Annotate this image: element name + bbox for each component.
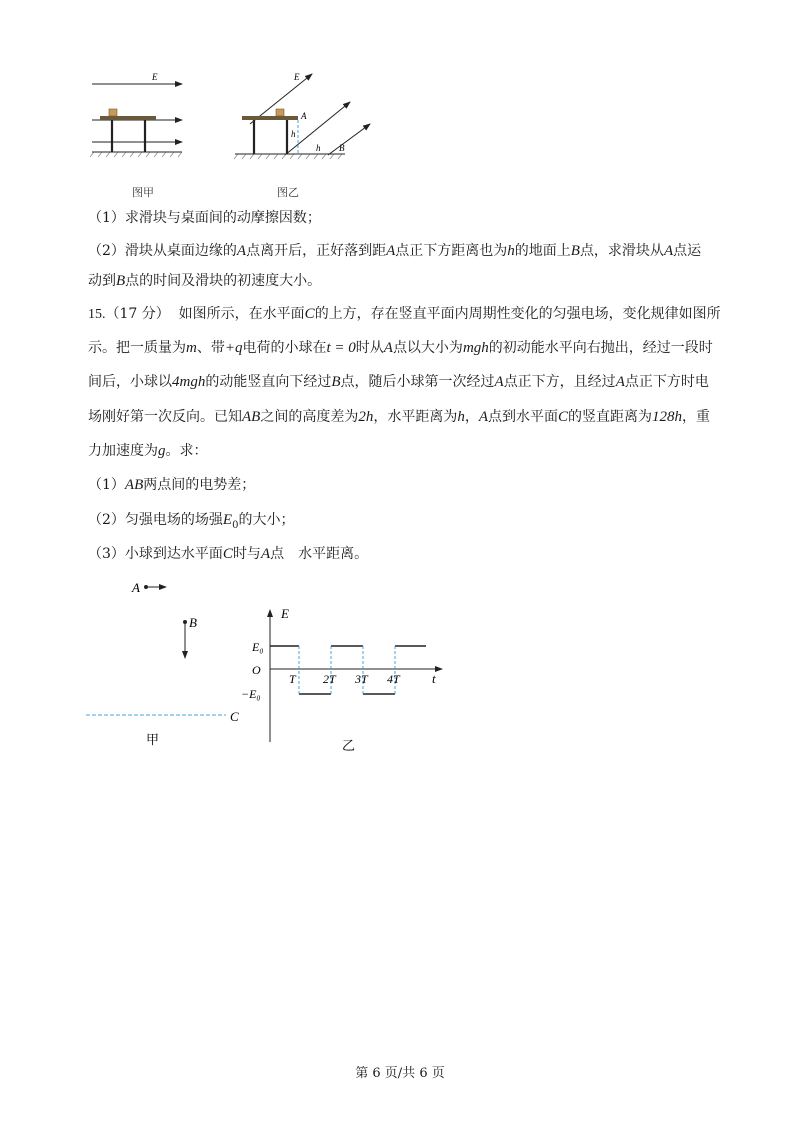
label-E-right: E (294, 72, 300, 82)
text-run: 的上方，存在竖直平面内周期性变化的匀强电场，变化规律如图所 (314, 306, 721, 322)
caption-jia: 甲 (146, 733, 160, 748)
field-graph-svg (80, 572, 460, 762)
var-B: B (331, 374, 341, 390)
label-h-vertical: h (291, 129, 296, 139)
figure-right (234, 72, 370, 159)
q15-line4 (88, 406, 710, 428)
q15-score: （17 分） (105, 306, 170, 322)
q14-part2-line2 (88, 270, 321, 292)
var-A: A (236, 243, 247, 259)
var-t0: t = 0 (326, 340, 356, 356)
var-C: C (558, 409, 569, 425)
caption-figure-right: 图乙 (277, 186, 299, 199)
E-axis-label: E (281, 606, 289, 621)
q15-line5 (88, 440, 208, 462)
text-run: 。求： (165, 443, 208, 459)
slider-block-right (276, 109, 284, 116)
text-run: 场刚好第一次反向。已知 (88, 409, 242, 425)
text-run: ，重 (682, 409, 711, 425)
table-diagram-svg (80, 62, 380, 202)
tick-T: T (289, 672, 296, 686)
figure-left (90, 72, 182, 157)
point-B (183, 620, 187, 624)
var-E0: E (222, 512, 233, 528)
text-run: 两点间的电势差； (143, 477, 256, 493)
figure-yi (241, 606, 442, 754)
var-m: m (186, 340, 197, 356)
var-A: A (478, 409, 488, 425)
var-h: h (507, 243, 515, 259)
point-B-label: B (189, 615, 197, 630)
text-run: 之间的高度差为 (260, 409, 359, 425)
subscript-0: 0 (232, 519, 239, 531)
text-run: 、带 (196, 340, 225, 356)
var-mgh: mgh (462, 340, 489, 356)
q14-part1 (88, 207, 321, 229)
table-top-right (242, 116, 298, 120)
text-run: 动到 (88, 273, 116, 289)
q14-part2-num: （2） (88, 243, 125, 259)
var-g: g (158, 443, 166, 459)
O-label: O (252, 663, 261, 677)
tick-2T: 2T (323, 672, 336, 686)
text-run: 点运 (673, 243, 702, 259)
field-arrow-right-3 (328, 124, 370, 155)
var-B: B (116, 273, 126, 289)
var-C: C (304, 306, 315, 322)
text-run: 的动能竖直向下经过 (205, 374, 332, 390)
label-E-left: E (152, 72, 158, 82)
text-run: 时从 (355, 340, 384, 356)
label-A: A (301, 111, 307, 121)
caption-yi: 乙 (342, 739, 356, 754)
text-run: 力加速度为 (88, 443, 158, 459)
q15-head (88, 303, 721, 326)
text-run: 时与 (232, 546, 261, 562)
var-q: +q (224, 340, 243, 356)
text-run: 如图所示，在水平面 (178, 306, 305, 322)
text-run: 点正下方，且经过 (503, 374, 616, 390)
figure-table-slider (80, 62, 380, 202)
q15-sub1 (88, 474, 255, 496)
slider-block (109, 109, 117, 116)
q15-sub1-num: （1） (88, 477, 125, 493)
var-AB: AB (124, 477, 144, 493)
text-run: 的竖直距离为 (568, 409, 653, 425)
figure-field-graph (80, 572, 460, 762)
text-run: 匀强电场的场强 (124, 512, 223, 528)
caption-figure-left: 图甲 (132, 186, 154, 199)
q15-line3 (88, 371, 709, 393)
plane-C-label: C (230, 709, 239, 724)
page-footer: 第 6 页/共 6 页 (355, 1066, 445, 1081)
var-A: A (260, 546, 271, 562)
text-run: 的大小； (238, 512, 295, 528)
var-A: A (386, 243, 396, 259)
text-run: 间后，小球以 (88, 374, 172, 390)
table-top (100, 116, 156, 120)
var-A: A (383, 340, 393, 356)
text-run: ，水平距离为 (373, 409, 458, 425)
q15-sub3 (88, 543, 368, 565)
q14-part1-num: （1） (88, 210, 125, 226)
text-run: 示。把一质量为 (88, 340, 186, 356)
var-A: A (663, 243, 674, 259)
text-run: 点的时间及滑块的初速度大小。 (125, 273, 322, 289)
text-run: 的初动能水平向右抛出，经过一段时 (488, 340, 713, 356)
figure-jia (86, 580, 239, 748)
text-run: 点，求滑块从 (579, 243, 664, 259)
tick-4T: 4T (387, 672, 400, 686)
var-A: A (615, 374, 625, 390)
q15-sub3-num: （3） (88, 546, 125, 562)
text-run: 小球到达水平面 (124, 546, 223, 562)
point-A-label: A (132, 580, 140, 595)
text-run: ， (464, 409, 479, 425)
label-B: B (339, 143, 345, 153)
q15-number: 15. (88, 307, 106, 322)
negE0-tick-label: −E₀ (241, 687, 261, 701)
text-run: 的地面上 (514, 243, 571, 259)
var-4mgh: 4mgh (172, 374, 206, 390)
var-128h: 128h (652, 409, 683, 425)
text-run: 点离开后，正好落到距 (246, 243, 387, 259)
q15-sub2-num: （2） (88, 512, 125, 528)
q14-part2-line1 (88, 240, 701, 262)
var-A: A (494, 374, 504, 390)
E0-tick-label: E₀ (252, 640, 264, 654)
tick-3T: 3T (355, 672, 368, 686)
t-axis-label: t (432, 671, 436, 686)
text-run: 点，随后小球第一次经过 (340, 374, 495, 390)
q15-line2 (88, 337, 713, 359)
var-2h: 2h (358, 409, 374, 425)
q15-sub2 (88, 509, 294, 537)
text-run: 点正下方时电 (624, 374, 709, 390)
var-B: B (570, 243, 580, 259)
text-run: 点以大小为 (392, 340, 463, 356)
q14-part1-text: 求滑块与桌面间的动摩擦因数； (124, 210, 321, 226)
text-run: 点到水平面 (488, 409, 558, 425)
text-run: 滑块从桌面边缘的 (124, 243, 237, 259)
var-h: h (457, 409, 465, 425)
label-h-horizontal: h (316, 143, 321, 153)
text-run: 点正下方距离也为 (395, 243, 508, 259)
text-run: 电荷的小球在 (242, 340, 327, 356)
var-AB: AB (242, 409, 261, 425)
text-run: 点 水平距离。 (270, 546, 369, 562)
var-C: C (222, 546, 233, 562)
point-A (144, 585, 148, 589)
